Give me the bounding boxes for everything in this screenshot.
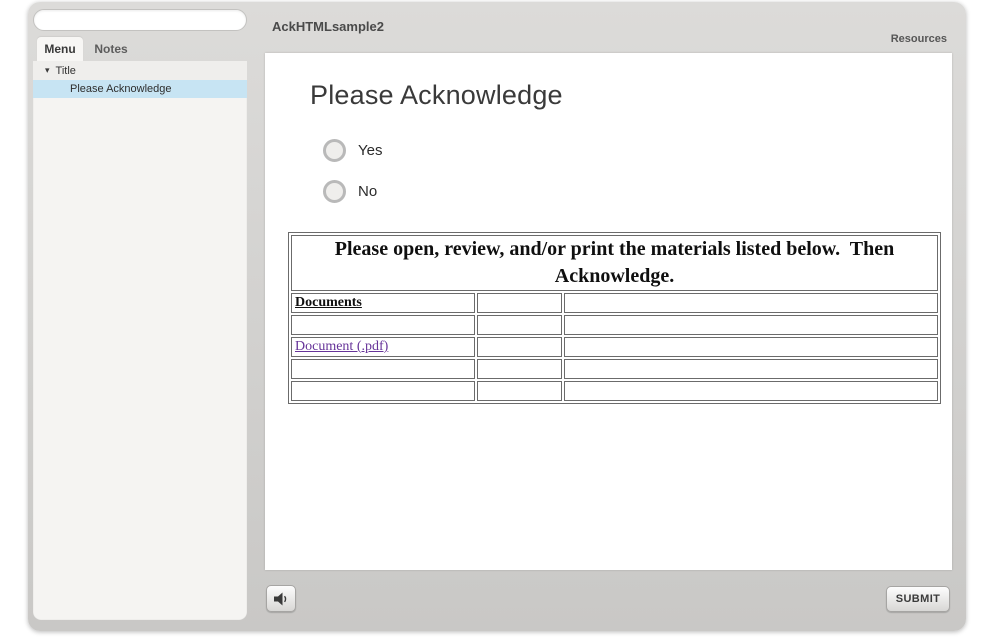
page-title: AckHTMLsample2 (272, 19, 384, 34)
table-cell (291, 359, 475, 379)
tree-item-please-acknowledge[interactable] (33, 80, 247, 98)
radio-label-no: No (358, 183, 378, 200)
table-cell (477, 293, 562, 313)
table-cell (477, 359, 562, 379)
table-cell (564, 315, 938, 335)
table-row (291, 337, 938, 357)
table-cell (291, 315, 475, 335)
sidebar-tabbar (33, 37, 247, 61)
table-row (291, 293, 938, 313)
search-input[interactable] (33, 9, 247, 31)
table-cell (564, 381, 938, 401)
tree-item-label: Please Acknowledge (70, 83, 172, 95)
radio-circle-yes[interactable] (323, 139, 346, 162)
documents-column-header: Documents (295, 295, 362, 310)
table-cell (477, 337, 562, 357)
table-row (291, 381, 938, 401)
slide-stage (265, 53, 952, 570)
tree-item-title[interactable] (33, 61, 247, 80)
tab-notes[interactable]: Notes (94, 42, 128, 56)
radio-option-yes[interactable] (323, 139, 382, 162)
table-caption-row (291, 235, 938, 291)
caret-down-icon[interactable]: ▾ (45, 65, 50, 75)
radio-option-no[interactable] (323, 180, 377, 203)
menu-tree-panel (33, 61, 247, 620)
speaker-icon (273, 592, 289, 606)
document-pdf-link[interactable]: Document (.pdf) (295, 339, 389, 354)
table-cell (291, 381, 475, 401)
materials-table (288, 232, 941, 404)
table-row (291, 359, 938, 379)
table-cell (477, 381, 562, 401)
table-caption: Please open, review, and/or print the materials listed below. Then Acknowledge. (291, 235, 938, 291)
slide-heading: Please Acknowledge (310, 80, 563, 110)
table-row (291, 315, 938, 335)
radio-circle-no[interactable] (323, 180, 346, 203)
radio-label-yes: Yes (358, 142, 383, 159)
volume-button[interactable] (266, 585, 296, 612)
tree-root-label: Title (55, 64, 76, 77)
table-cell (564, 293, 938, 313)
resources-link[interactable]: Resources (890, 33, 947, 45)
table-cell (564, 359, 938, 379)
table-cell (477, 315, 562, 335)
tab-menu[interactable]: Menu (37, 37, 83, 61)
table-cell (564, 337, 938, 357)
submit-button[interactable]: SUBMIT (886, 586, 950, 612)
